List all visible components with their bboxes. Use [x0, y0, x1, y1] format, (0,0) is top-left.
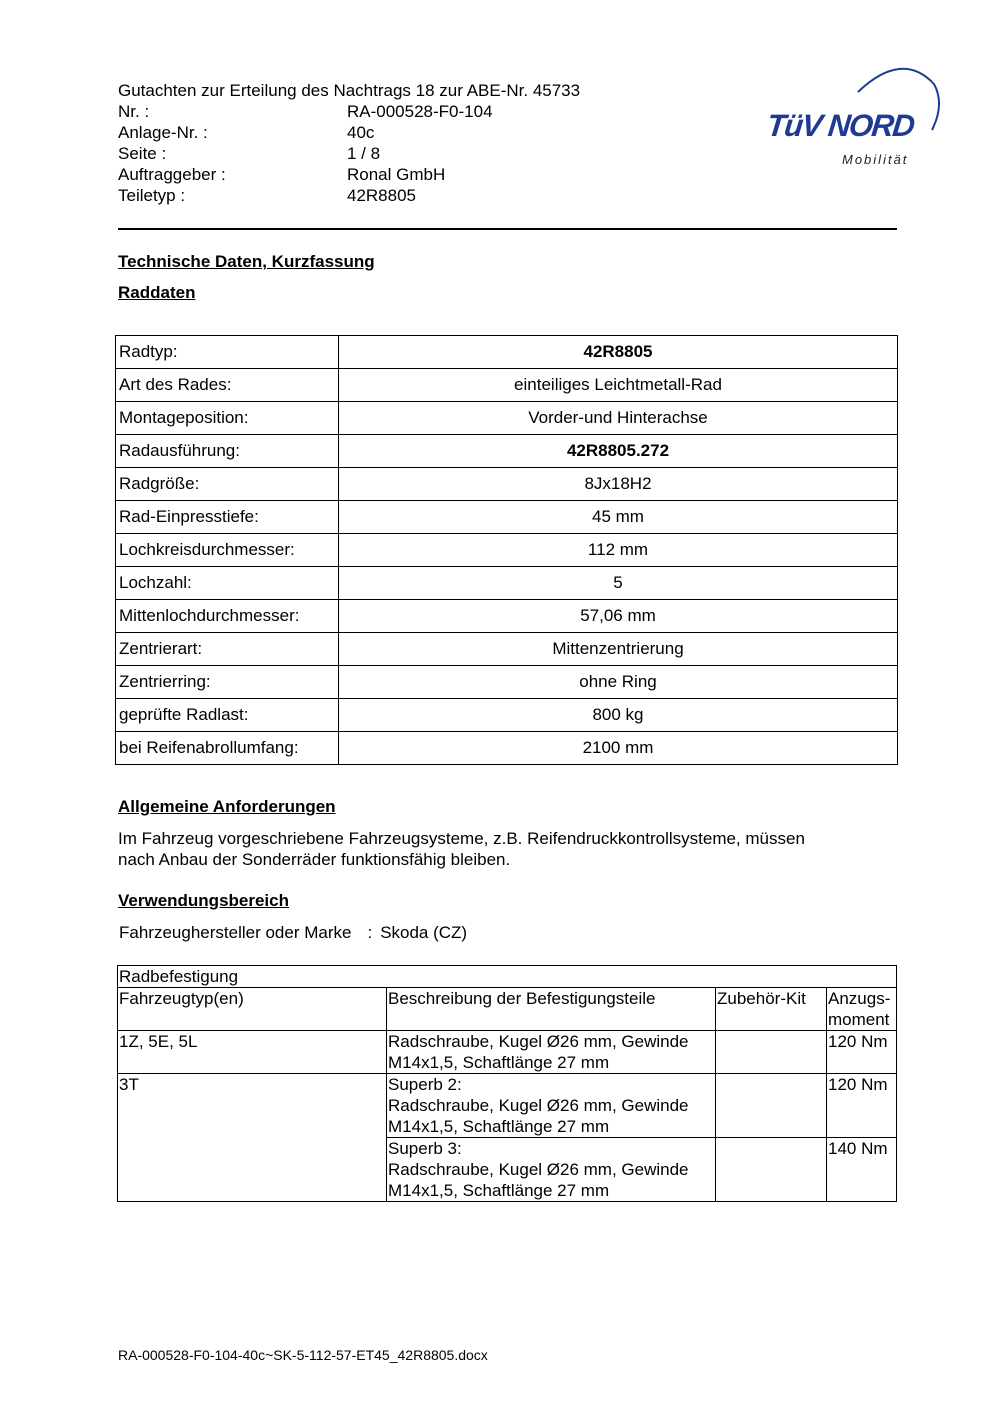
cell-beschreibung [387, 1138, 716, 1202]
cell-line: Radschraube, Kugel Ø26 mm, Gewinde [388, 1032, 689, 1051]
cell-fahrzeugtyp: 1Z, 5E, 5L [118, 1031, 387, 1074]
table-cell-label: Rad-Einpresstiefe: [116, 501, 339, 534]
table-row [116, 534, 898, 567]
hersteller-line [119, 923, 467, 943]
header-label: Nr. : [118, 102, 150, 121]
hersteller-label: Fahrzeughersteller oder Marke [119, 923, 352, 942]
cell-zubehoer-kit [716, 1031, 827, 1074]
table-cell-value: 45 mm [339, 501, 898, 534]
table-row [116, 633, 898, 666]
table-cell-value: einteiliges Leichtmetall-Rad [339, 369, 898, 402]
table-cell-value: 112 mm [339, 534, 898, 567]
table-cell-label: Montageposition: [116, 402, 339, 435]
cell-zubehoer-kit [716, 1138, 827, 1202]
header-field-seite [118, 143, 580, 164]
table-cell-label: bei Reifenabrollumfang: [116, 732, 339, 765]
column-header-beschreibung: Beschreibung der Befestigungsteile [387, 988, 716, 1031]
table-cell-label: Zentrierring: [116, 666, 339, 699]
table-row [116, 567, 898, 600]
column-header-anzugsmoment [827, 988, 897, 1031]
table-cell-value: ohne Ring [339, 666, 898, 699]
cell-line: Superb 3: [388, 1139, 462, 1158]
table-cell-value: 57,06 mm [339, 600, 898, 633]
section-heading-technische-daten: Technische Daten, Kurzfassung [118, 252, 375, 271]
column-header-zubehoer-kit: Zubehör-Kit [716, 988, 827, 1031]
table-header-row [118, 988, 897, 1031]
cell-anzugsmoment: 140 Nm [827, 1138, 897, 1202]
table-cell-value: 42R8805 [339, 336, 898, 369]
table-cell-label: Radgröße: [116, 468, 339, 501]
cell-line: Radschraube, Kugel Ø26 mm, Gewinde [388, 1160, 689, 1179]
table-cell-label: Radausführung: [116, 435, 339, 468]
table-cell-label: Radtyp: [116, 336, 339, 369]
table-cell-value: 8Jx18H2 [339, 468, 898, 501]
hersteller-separator: : [367, 923, 373, 942]
table-row [116, 435, 898, 468]
cell-beschreibung [387, 1074, 716, 1138]
table-row [116, 666, 898, 699]
cell-line: M14x1,5, Schaftlänge 27 mm [388, 1117, 610, 1136]
header-value: RA-000528-F0-104 [347, 102, 493, 121]
header-field-auftraggeber [118, 164, 580, 185]
tuev-nord-logo [762, 56, 942, 176]
footer-filename: RA-000528-F0-104-40c~SK-5-112-57-ET45_42R8805.docx [118, 1347, 488, 1363]
paragraph-line: Im Fahrzeug vorgeschriebene Fahrzeugsysteme, z.B. Reifendruckkontrollsysteme, müssen [118, 829, 805, 848]
table-row [116, 468, 898, 501]
header-field-anlage [118, 122, 580, 143]
header-value: 40c [347, 123, 375, 142]
raddaten-table [115, 335, 898, 765]
table-row [118, 1031, 897, 1074]
document-header [118, 80, 580, 206]
table-cell-label: Mittenlochdurchmesser: [116, 600, 339, 633]
table-cell-value: 2100 mm [339, 732, 898, 765]
cell-beschreibung [387, 1031, 716, 1074]
table-row [116, 336, 898, 369]
cell-zubehoer-kit [716, 1074, 827, 1138]
column-header-fahrzeugtyp: Fahrzeugtyp(en) [118, 988, 387, 1031]
header-value: 1 / 8 [347, 144, 381, 163]
table-row [116, 699, 898, 732]
header-label: Auftraggeber : [118, 165, 226, 184]
cell-anzugsmoment: 120 Nm [827, 1074, 897, 1138]
header-label: Teiletyp : [118, 186, 186, 205]
table-cell-value: Vorder-und Hinterachse [339, 402, 898, 435]
header-divider [118, 228, 897, 230]
cell-line: Radschraube, Kugel Ø26 mm, Gewinde [388, 1096, 689, 1115]
table-cell-value: Mittenzentrierung [339, 633, 898, 666]
header-label: Anlage-Nr. : [118, 123, 208, 142]
header-field-teiletyp [118, 185, 580, 206]
table-cell-label: Zentrierart: [116, 633, 339, 666]
table-row [116, 732, 898, 765]
cell-anzugsmoment: 120 Nm [827, 1031, 897, 1074]
table-row [116, 369, 898, 402]
table-row [118, 1074, 897, 1138]
section-heading-verwendungsbereich: Verwendungsbereich [118, 891, 289, 910]
document-title: Gutachten zur Erteilung des Nachtrags 18 zur ABE-Nr. 45733 [118, 81, 581, 100]
section-heading-raddaten: Raddaten [118, 283, 196, 302]
header-field-nr [118, 101, 580, 122]
radbefestigung-table [117, 965, 897, 1202]
table-row [116, 501, 898, 534]
table-row [116, 600, 898, 633]
cell-line: Superb 2: [388, 1075, 462, 1094]
table-cell-label: Art des Rades: [116, 369, 339, 402]
section-heading-allgemeine: Allgemeine Anforderungen [118, 797, 336, 816]
hersteller-value: Skoda (CZ) [380, 923, 468, 942]
header-value: Ronal GmbH [347, 165, 446, 184]
header-line: Anzugs- [828, 989, 891, 1008]
cell-line: M14x1,5, Schaftlänge 27 mm [388, 1181, 610, 1200]
cell-line: M14x1,5, Schaftlänge 27 mm [388, 1053, 610, 1072]
logo-brand: TüV NORD [765, 108, 916, 143]
table-row [116, 402, 898, 435]
table-title-row [118, 966, 897, 988]
table-cell-label: Lochzahl: [116, 567, 339, 600]
table-title: Radbefestigung [118, 966, 897, 988]
table-cell-value: 800 kg [339, 699, 898, 732]
logo-subtitle: Mobilität [842, 152, 909, 167]
table-cell-value: 42R8805.272 [339, 435, 898, 468]
header-line: moment [828, 1010, 890, 1029]
paragraph-line: nach Anbau der Sonderräder funktionsfähig bleiben. [118, 850, 511, 869]
header-value: 42R8805 [347, 186, 417, 205]
table-cell-label: Lochkreisdurchmesser: [116, 534, 339, 567]
header-label: Seite : [118, 144, 167, 163]
table-cell-value: 5 [339, 567, 898, 600]
table-cell-label: geprüfte Radlast: [116, 699, 339, 732]
allgemeine-paragraph [118, 828, 888, 870]
cell-fahrzeugtyp: 3T [118, 1074, 387, 1202]
